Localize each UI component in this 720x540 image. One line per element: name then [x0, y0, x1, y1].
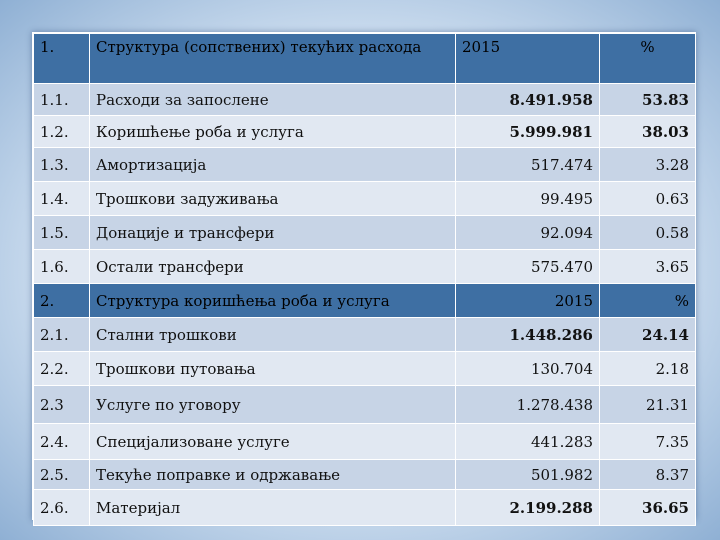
row-value: 1.448.286 [456, 318, 600, 352]
row-code: 2.6. [34, 490, 90, 526]
section-2-year-header: 2015 [456, 284, 600, 318]
row-percent: 3.65 [600, 250, 696, 284]
row-code: 2.5. [34, 460, 90, 490]
row-value: 5.999.981 [456, 116, 600, 148]
row-percent: 21.31 [600, 386, 696, 424]
row-label: Материјал [90, 490, 456, 526]
row-code: 1.6. [34, 250, 90, 284]
row-percent: 24.14 [600, 318, 696, 352]
table-body [34, 34, 696, 526]
row-percent: 0.63 [600, 182, 696, 216]
row-percent: 36.65 [600, 490, 696, 526]
table-row [34, 386, 696, 424]
row-label: Трошкови путовања [90, 352, 456, 386]
section-2-pct-header: % [600, 284, 696, 318]
row-label: Остали трансфери [90, 250, 456, 284]
row-code: 2.3 [34, 386, 90, 424]
section-1-code: 1. [34, 34, 90, 84]
table-row [34, 424, 696, 460]
row-label: Трошкови задуживања [90, 182, 456, 216]
table-row [34, 318, 696, 352]
table-row [34, 216, 696, 250]
row-percent: 53.83 [600, 84, 696, 116]
section-1-header-row [34, 34, 696, 84]
row-value: 501.982 [456, 460, 600, 490]
row-label: Амортизација [90, 148, 456, 182]
row-label: Текуће поправке и одржавање [90, 460, 456, 490]
row-value: 575.470 [456, 250, 600, 284]
section-1-title: Структура (сопствених) текућих расхода [90, 34, 456, 84]
row-code: 1.5. [34, 216, 90, 250]
row-percent: 7.35 [600, 424, 696, 460]
row-label: Коришћење роба и услуга [90, 116, 456, 148]
table-row [34, 148, 696, 182]
expenditure-table-frame [32, 32, 696, 520]
table-row [34, 460, 696, 490]
row-value: 8.491.958 [456, 84, 600, 116]
section-2-header-row [34, 284, 696, 318]
row-label: Специјализоване услуге [90, 424, 456, 460]
row-label: Стални трошкови [90, 318, 456, 352]
expenditure-table [33, 33, 696, 526]
row-percent: 8.37 [600, 460, 696, 490]
section-1-year-header: 2015 [456, 34, 600, 84]
row-code: 1.3. [34, 148, 90, 182]
row-value: 517.474 [456, 148, 600, 182]
row-value: 441.283 [456, 424, 600, 460]
row-percent: 38.03 [600, 116, 696, 148]
table-row [34, 490, 696, 526]
row-code: 1.2. [34, 116, 90, 148]
table-row [34, 182, 696, 216]
row-value: 1.278.438 [456, 386, 600, 424]
row-code: 2.4. [34, 424, 90, 460]
row-code: 1.1. [34, 84, 90, 116]
section-2-title: Структура коришћења роба и услуга [90, 284, 456, 318]
row-value: 92.094 [456, 216, 600, 250]
row-label: Услуге по уговору [90, 386, 456, 424]
row-value: 2.199.288 [456, 490, 600, 526]
table-row [34, 116, 696, 148]
row-code: 2.2. [34, 352, 90, 386]
table-row [34, 352, 696, 386]
row-code: 2.1. [34, 318, 90, 352]
table-row [34, 250, 696, 284]
row-value: 99.495 [456, 182, 600, 216]
row-code: 1.4. [34, 182, 90, 216]
row-label: Донације и трансфери [90, 216, 456, 250]
row-label: Расходи за запослене [90, 84, 456, 116]
row-percent: 2.18 [600, 352, 696, 386]
section-2-code: 2. [34, 284, 90, 318]
row-percent: 3.28 [600, 148, 696, 182]
section-1-pct-header: % [600, 34, 696, 84]
row-value: 130.704 [456, 352, 600, 386]
table-row [34, 84, 696, 116]
row-percent: 0.58 [600, 216, 696, 250]
